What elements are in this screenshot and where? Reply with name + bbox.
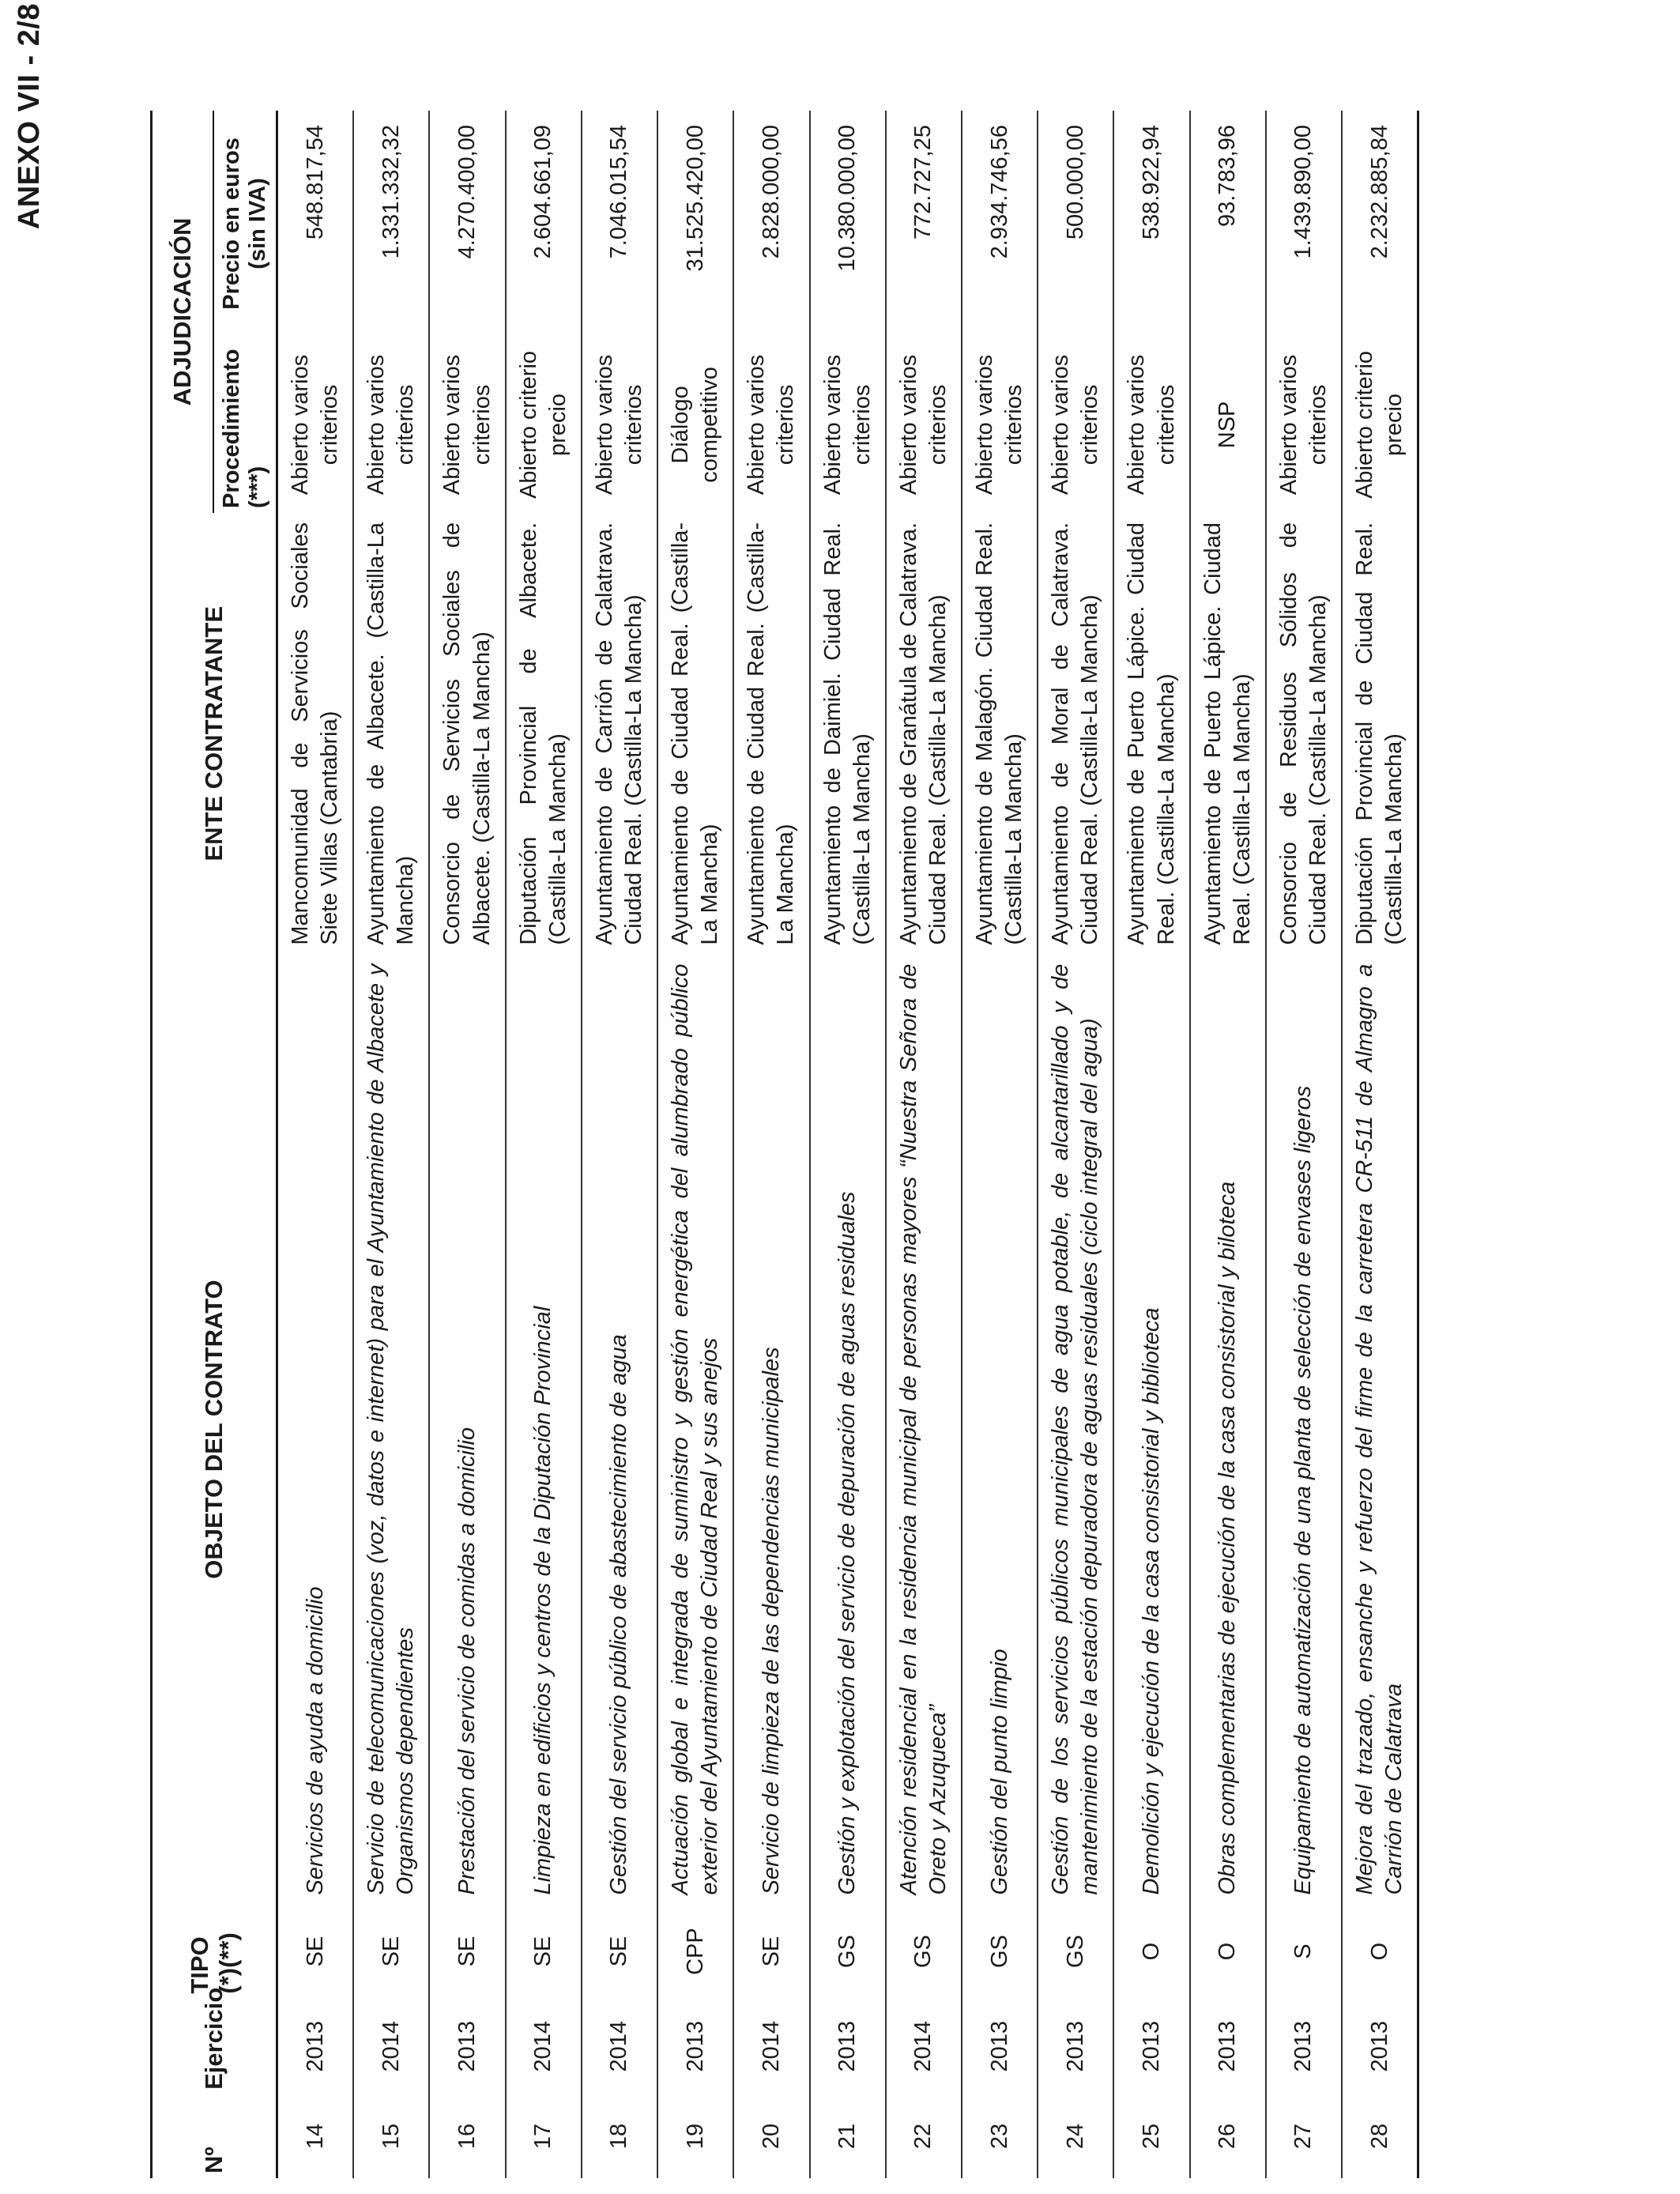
row-procedimiento: Abierto varios criterios: [591, 354, 646, 496]
row-ejercicio: 2013: [454, 2021, 480, 2072]
row-number: 15: [378, 2123, 404, 2150]
row-ente: Ayuntamiento de Puerto Lápice. Ciudad Real. (Castilla-La Mancha): [1200, 522, 1255, 945]
row-ente: Ayuntamiento de Puerto Lápice. Ciudad Real. (Castilla-La Mancha): [1124, 522, 1179, 945]
row-number: 19: [682, 2123, 708, 2150]
table-row: [1266, 111, 1342, 2178]
row-procedimiento: Abierto varios criterios: [363, 354, 419, 496]
row-ente: Ayuntamiento de Carrión de Calatrava. Ciudad Real. (Castilla-La Mancha): [591, 522, 646, 945]
header-ejercicio: Ejercicio: [152, 1999, 277, 2094]
row-tipo: SE: [758, 1936, 784, 1967]
row-procedimiento: Abierto criterio precio: [1352, 350, 1407, 499]
row-tipo: O: [1366, 1942, 1392, 1961]
row-precio: 1.439.890,00: [1290, 125, 1317, 259]
table-row: [657, 111, 733, 2178]
annex-label: ANEXO VII - 2/8: [13, 3, 46, 230]
row-number: 17: [530, 2123, 556, 2150]
table-row: [1113, 111, 1189, 2178]
row-ente: Consorcio de Servicios Sociales de Albacete. (Castilla-La Mancha): [439, 522, 495, 945]
row-ente: Ayuntamiento de Moral de Calatrava. Ciudad Real. (Castilla-La Mancha): [1048, 522, 1103, 945]
header-no: Nº: [152, 2094, 277, 2178]
row-precio: 4.270.400,00: [454, 125, 480, 259]
row-ejercicio: 2013: [302, 2021, 328, 2072]
row-objeto: Equipamiento de automatización de una planta de selección de envases ligeros: [1290, 1085, 1317, 1895]
row-procedimiento: Abierto criterio precio: [515, 350, 571, 499]
row-number: 28: [1366, 2123, 1392, 2150]
row-objeto: Servicio de limpieza de las dependencias municipales: [758, 1347, 784, 1895]
row-tipo: O: [1215, 1942, 1241, 1961]
row-ente: Mancomunidad de Servicios Sociales Siete Villas (Cantabria): [288, 522, 343, 945]
row-number: 18: [606, 2123, 632, 2150]
row-ente: Ayuntamiento de Ciudad Real. (Castilla-La Mancha): [744, 522, 799, 945]
row-objeto: Atención residencial en la residencia municipal de personas mayores “Nuestra Señora de Oreto y Azuqueca”: [895, 963, 951, 1895]
row-procedimiento: Abierto varios criterios: [819, 354, 875, 496]
row-number: 20: [758, 2123, 784, 2150]
contracts-table: [150, 111, 1419, 2178]
row-tipo: GS: [1062, 1935, 1088, 1969]
row-precio: 772.727,25: [910, 125, 936, 240]
row-precio: 2.604.661,09: [530, 125, 556, 259]
row-ente: Diputación Provincial de Albacete. (Castilla-La Mancha): [515, 522, 571, 945]
row-tipo: O: [1138, 1942, 1164, 1961]
row-objeto: Gestión del punto limpio: [986, 1649, 1012, 1895]
table-row: [962, 111, 1038, 2178]
row-ejercicio: 2013: [1290, 2021, 1317, 2072]
row-number: 21: [834, 2123, 861, 2150]
row-procedimiento: Abierto varios criterios: [1124, 354, 1179, 496]
row-precio: 10.380.000,00: [834, 125, 861, 272]
row-tipo: SE: [302, 1936, 328, 1967]
row-ejercicio: 2013: [1062, 2021, 1088, 2072]
row-objeto: Limpieza en edificios y centros de la Diputación Provincial: [530, 1306, 556, 1895]
table-body: [277, 111, 1418, 2178]
row-tipo: SE: [606, 1936, 632, 1967]
header-adjudicacion: ADJUDICACIÓN: [152, 111, 214, 513]
row-precio: 1.331.332,32: [378, 125, 404, 259]
row-number: 26: [1215, 2123, 1241, 2150]
row-ejercicio: 2014: [378, 2021, 404, 2072]
row-objeto: Prestación del servicio de comidas a domicilio: [454, 1427, 480, 1895]
table-row: [582, 111, 657, 2178]
row-ente: Ayuntamiento de Granátula de Calatrava. Ciudad Real. (Castilla-La Mancha): [895, 522, 951, 945]
header-precio: Precio en euros (sin IVA): [213, 111, 277, 337]
row-objeto: Gestión del servicio público de abastecimiento de agua: [606, 1334, 632, 1895]
row-procedimiento: Abierto varios criterios: [744, 354, 799, 496]
row-ejercicio: 2013: [1215, 2021, 1241, 2072]
table-row: [1190, 111, 1266, 2178]
header-procedimiento: Procedimiento (***): [213, 337, 277, 513]
row-tipo: SE: [530, 1936, 556, 1967]
row-ejercicio: 2014: [910, 2021, 936, 2072]
table-row: [1342, 111, 1418, 2178]
row-objeto: Mejora del trazado, ensanche y refuerzo del firme de la carretera CR-511 de Almagro a Carrión de Calatrava: [1352, 963, 1407, 1895]
row-precio: 2.232.885,84: [1366, 125, 1392, 259]
row-tipo: CPP: [682, 1928, 708, 1975]
row-procedimiento: Abierto varios criterios: [288, 354, 343, 496]
table-row: [810, 111, 886, 2178]
row-precio: 548.817,54: [302, 125, 328, 240]
row-procedimiento: NSP: [1215, 401, 1241, 449]
row-number: 22: [910, 2123, 936, 2150]
header-tipo: TIPO (*)(**): [152, 1905, 277, 1999]
row-ente: Ayuntamiento de Daimiel. Ciudad Real. (Castilla-La Mancha): [819, 522, 875, 945]
row-ejercicio: 2014: [758, 2021, 784, 2072]
table-row: [1038, 111, 1113, 2178]
row-ejercicio: 2013: [834, 2021, 861, 2072]
row-precio: 500.000,00: [1062, 125, 1088, 240]
table-row: [886, 111, 962, 2178]
row-precio: 31.525.420,00: [682, 125, 708, 272]
row-procedimiento: Abierto varios criterios: [1275, 354, 1331, 496]
row-ejercicio: 2013: [986, 2021, 1012, 2072]
header-ente: ENTE CONTRATANTE: [152, 513, 277, 955]
row-ente: Ayuntamiento de Ciudad Real. (Castilla-La Mancha): [668, 522, 723, 945]
row-ente: Ayuntamiento de Albacete. (Castilla-La Mancha): [363, 522, 419, 945]
row-objeto: Obras complementarias de ejecución de la casa consistorial y biloteca: [1215, 1181, 1241, 1895]
row-ejercicio: 2013: [682, 2021, 708, 2072]
row-number: 14: [302, 2123, 328, 2150]
row-precio: 2.828.000,00: [758, 125, 784, 259]
row-objeto: Gestión de los servicios públicos municipales de agua potable, de alcantarillado y de mantenimiento de la estación depuradora de aguas residuales (ciclo integral del agua): [1048, 963, 1103, 1895]
row-tipo: GS: [834, 1935, 861, 1969]
table-row: [429, 111, 505, 2178]
row-procedimiento: Abierto varios criterios: [971, 354, 1027, 496]
row-ejercicio: 2014: [530, 2021, 556, 2072]
row-ejercicio: 2013: [1366, 2021, 1392, 2072]
row-ente: Diputación Provincial de Ciudad Real. (Castilla-La Mancha): [1352, 522, 1407, 945]
row-number: 23: [986, 2123, 1012, 2150]
row-objeto: Servicios de ayuda a domicilio: [302, 1586, 328, 1895]
row-ente: Consorcio de Residuos Sólidos de Ciudad Real. (Castilla-La Mancha): [1275, 522, 1331, 945]
row-procedimiento: Abierto varios criterios: [439, 354, 495, 496]
table-row: [277, 111, 354, 2178]
row-precio: 538.922,94: [1138, 125, 1164, 240]
row-number: 25: [1138, 2123, 1164, 2150]
row-tipo: GS: [910, 1935, 936, 1969]
row-number: 16: [454, 2123, 480, 2150]
row-precio: 7.046.015,54: [606, 125, 632, 259]
row-tipo: GS: [986, 1935, 1012, 1969]
row-procedimiento: Abierto varios criterios: [895, 354, 951, 496]
row-objeto: Actuación global e integrada de suministro y gestión energética del alumbrado público exterior del Ayuntamiento de Ciudad Real y sus anejos: [668, 963, 723, 1895]
table-row: [506, 111, 582, 2178]
table-row: [353, 111, 429, 2178]
header-objeto: OBJETO DEL CONTRATO: [152, 955, 277, 1905]
row-tipo: SE: [378, 1936, 404, 1967]
row-precio: 93.783,96: [1215, 125, 1241, 228]
row-objeto: Gestión y explotación del servicio de depuración de aguas residuales: [834, 1191, 861, 1895]
row-objeto: Servicio de telecomunicaciones (voz, datos e internet) para el Ayuntamiento de Albacete y Organismos dependientes: [363, 963, 419, 1895]
row-procedimiento: Abierto varios criterios: [1048, 354, 1103, 496]
table-row: [733, 111, 809, 2178]
row-objeto: Demolición y ejecución de la casa consistorial y biblioteca: [1138, 1307, 1164, 1895]
row-ejercicio: 2013: [1138, 2021, 1164, 2072]
row-ente: Ayuntamiento de Malagón. Ciudad Real. (Castilla-La Mancha): [971, 522, 1027, 945]
row-tipo: S: [1290, 1943, 1317, 1959]
row-number: 24: [1062, 2123, 1088, 2150]
row-ejercicio: 2014: [606, 2021, 632, 2072]
row-precio: 2.934.746,56: [986, 125, 1012, 259]
row-procedimiento: Diálogo competitivo: [668, 367, 723, 483]
row-number: 27: [1290, 2123, 1317, 2150]
row-tipo: SE: [454, 1936, 480, 1967]
